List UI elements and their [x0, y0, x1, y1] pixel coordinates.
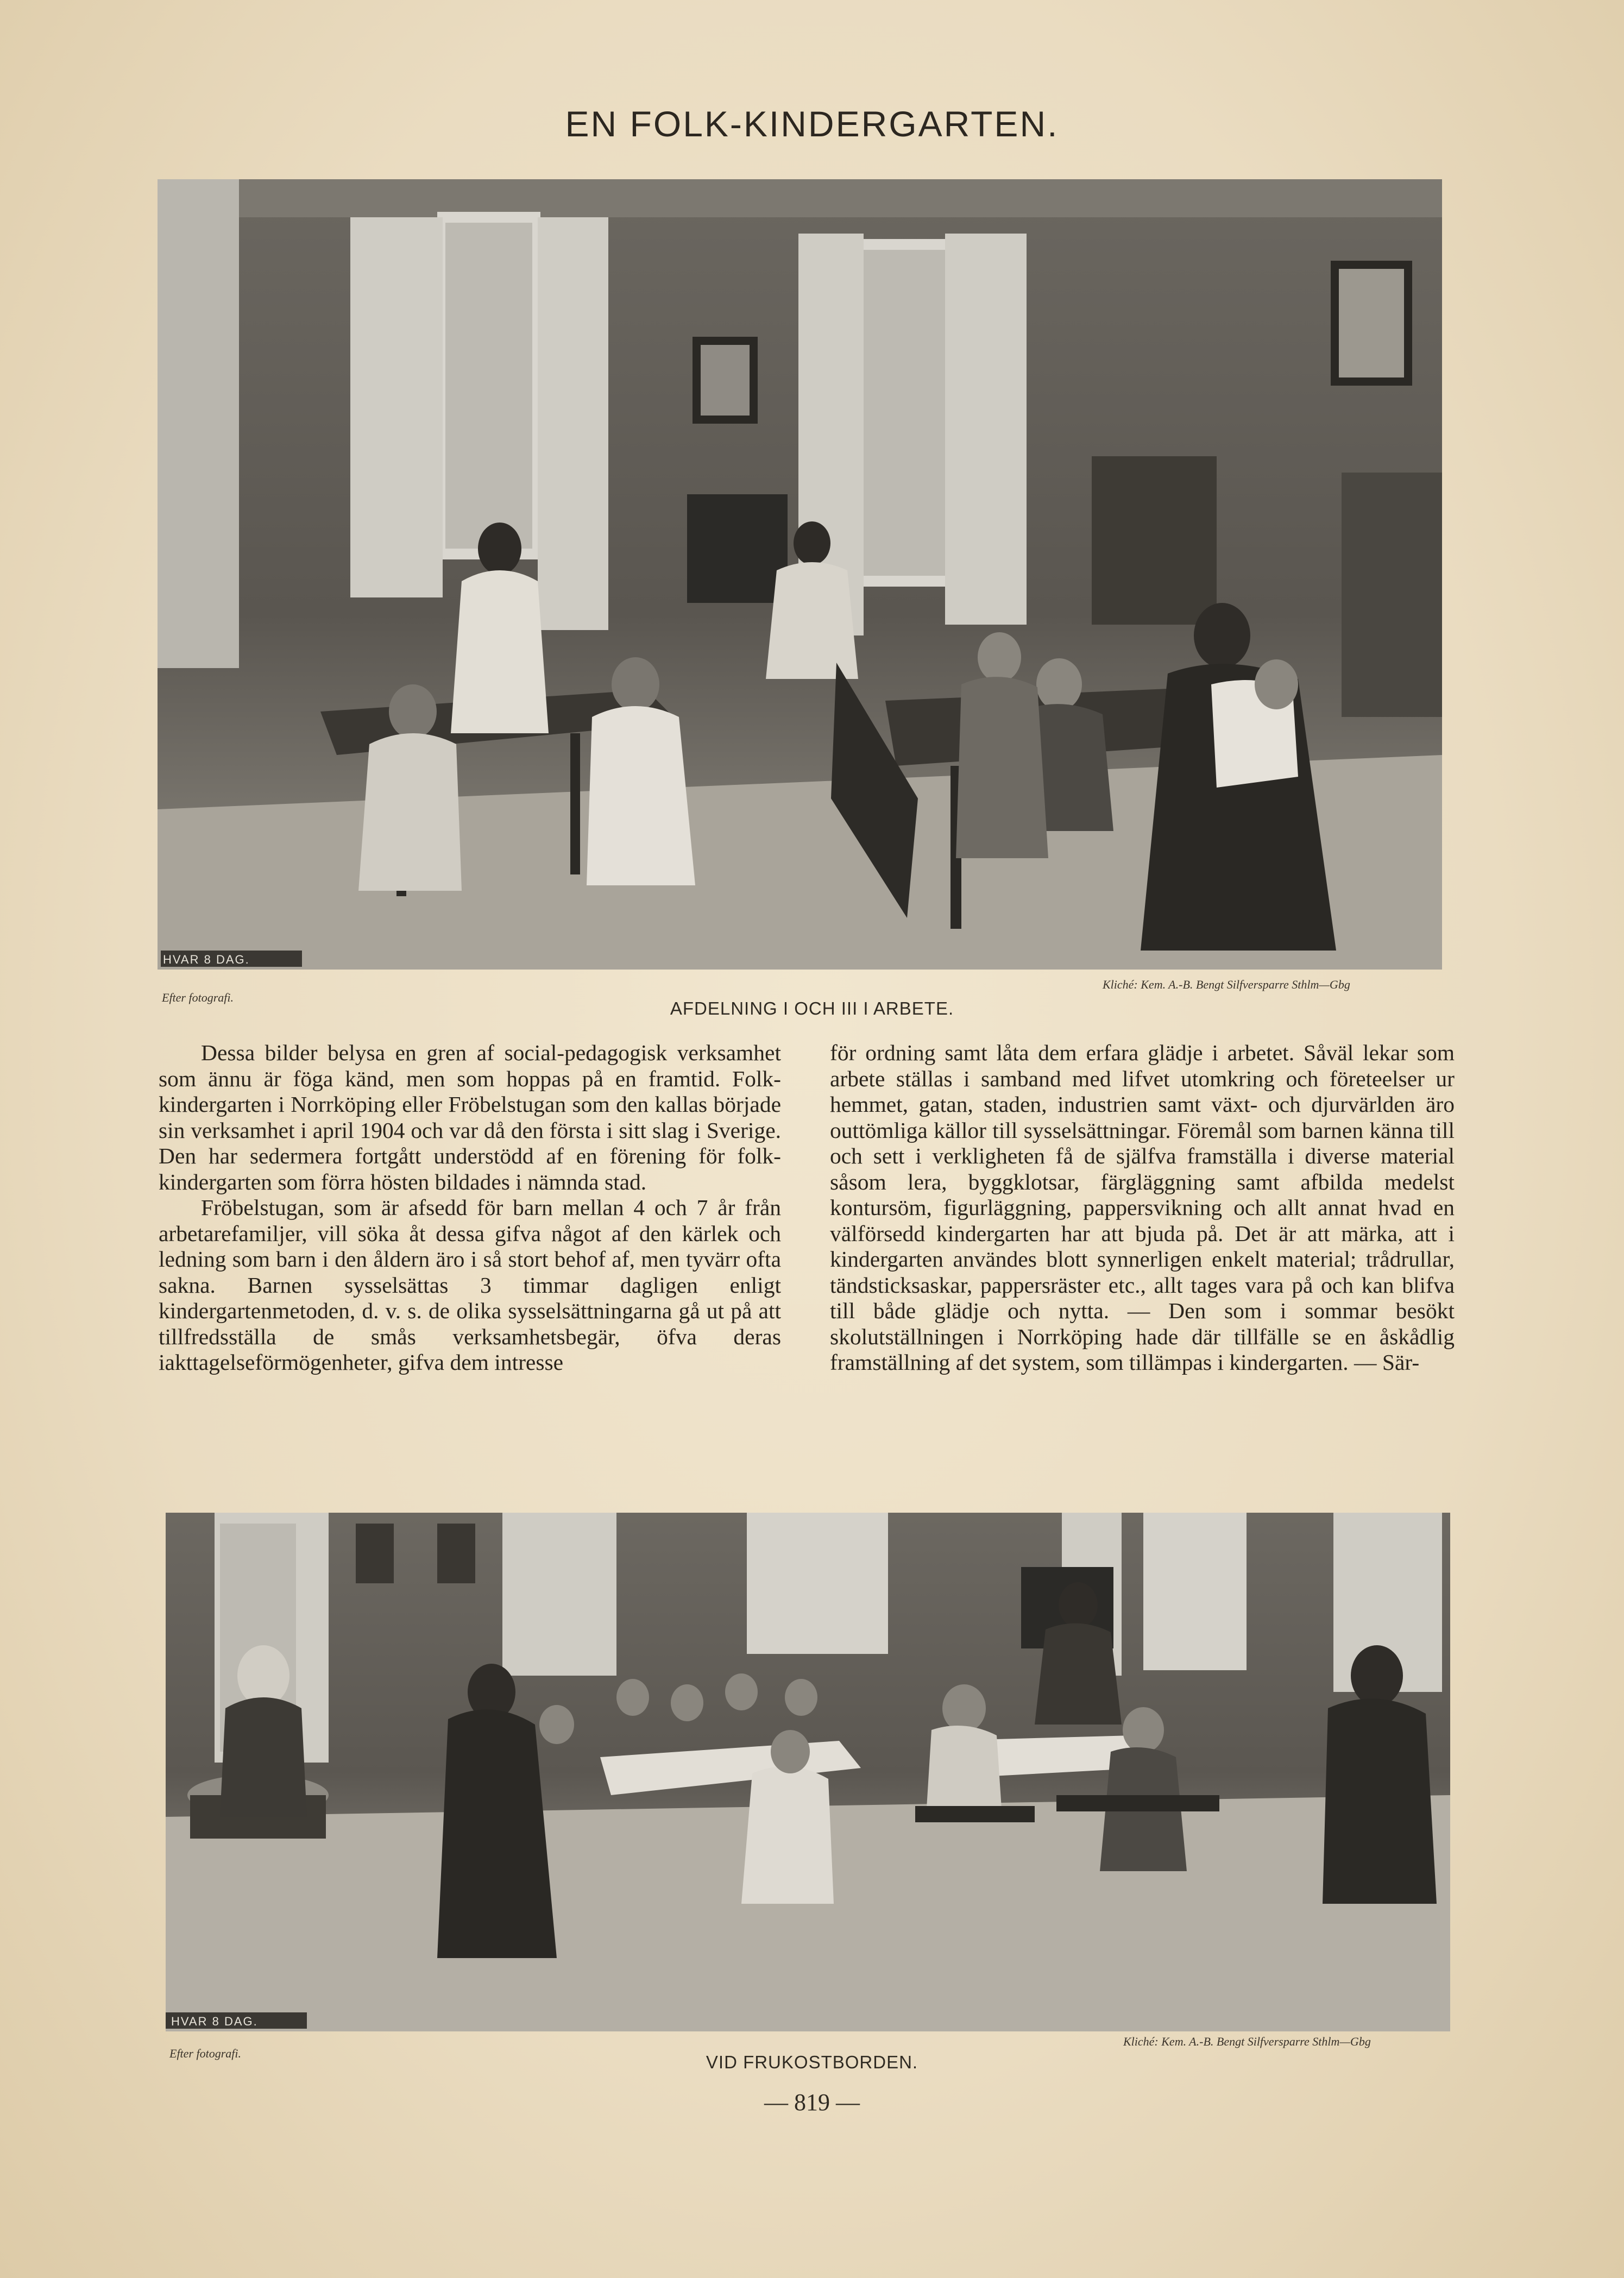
article-column-right	[830, 1040, 1455, 1376]
photo-classroom-work	[158, 179, 1442, 970]
photo-credit-right: Kliché: Kem. A.-B. Bengt Silfversparre Sthlm—Gbg	[1103, 978, 1350, 991]
photo-caption-bottom: VID FRUKOSTBORDEN.	[706, 2052, 918, 2072]
photo-stamp: HVAR 8 DAG.	[171, 2015, 258, 2028]
page-number: — 819 —	[764, 2089, 860, 2116]
photo-breakfast-tables	[166, 1513, 1450, 2031]
photo-credit-left: Efter fotografi.	[162, 991, 234, 1004]
article-column-left	[159, 1040, 781, 1376]
photo-credit-left: Efter fotografi.	[169, 2047, 241, 2060]
page-title: EN FOLK-KINDERGARTEN.	[565, 104, 1059, 144]
article-paragraph: Fröbelstugan, som är afsedd för barn mellan 4 och 7 år från arbetarefamiljer, vill söka åt dessa gifva något af den kärlek och ledning som barn i den åldern äro i så stort behof af, men tyvärr ofta sakna. Barnen sysselsättas 3 timmar dagligen enligt kindergartenmetoden, d. v. s. de olika sysselsättningarna gå ut på att tillfredsställa de smås verksamhetsbegär, öfva deras iakttagelseförmögenheter, gifva dem intresse	[159, 1195, 781, 1375]
photo-breakfast-tables-image	[166, 1513, 1450, 2031]
photo-credit-right: Kliché: Kem. A.-B. Bengt Silfversparre Sthlm—Gbg	[1123, 2035, 1371, 2048]
photo-stamp: HVAR 8 DAG.	[163, 953, 250, 966]
article-paragraph: för ordning samt låta dem erfara glädje i arbetet. Såväl lekar som arbete ställas i samband med lifvet utomkring och företeelser ur hemmet, gatan, staden, industrien samt växt- och djurvärlden äro outtömliga källor till sysselsättningar. Föremål som barnen känna till och sett i verkligheten få de själfva framställa i diverse material såsom lera, byggklotsar, färgläggning samt afbilda medelst kontursöm, figurläggning, pappersvikning och allt annat hvad en välförsedd kindergarten har att bjuda på. Det är att märka, att i kindergarten användes blott synnerligen enkelt material; trådrullar, tändsticksaskar, pappersräster etc., allt tages vara på och kan blifva till både glädje och nytta. — Den som i sommar besökt skolutställningen i Norrköping hade där tillfälle se en åskådlig framställning af det system, som tillämpas i kindergarten. — Sär-	[830, 1040, 1455, 1375]
article-paragraph: Dessa bilder belysa en gren af social-pedagogisk verksamhet som ännu är föga känd, men som hoppas på en framtid. Folk-kindergarten i Norrköping eller Fröbelstugan som den kallas började sin verksamhet i april 1904 och var då den första i sitt slag i Sverige. Den har sedermera fortgått understödd af en förening för folk-kindergarten som förra hösten bildades i nämnda stad.	[159, 1040, 781, 1194]
photo-caption-top: AFDELNING I OCH III I ARBETE.	[670, 998, 954, 1018]
photo-classroom-work-image	[158, 179, 1442, 970]
